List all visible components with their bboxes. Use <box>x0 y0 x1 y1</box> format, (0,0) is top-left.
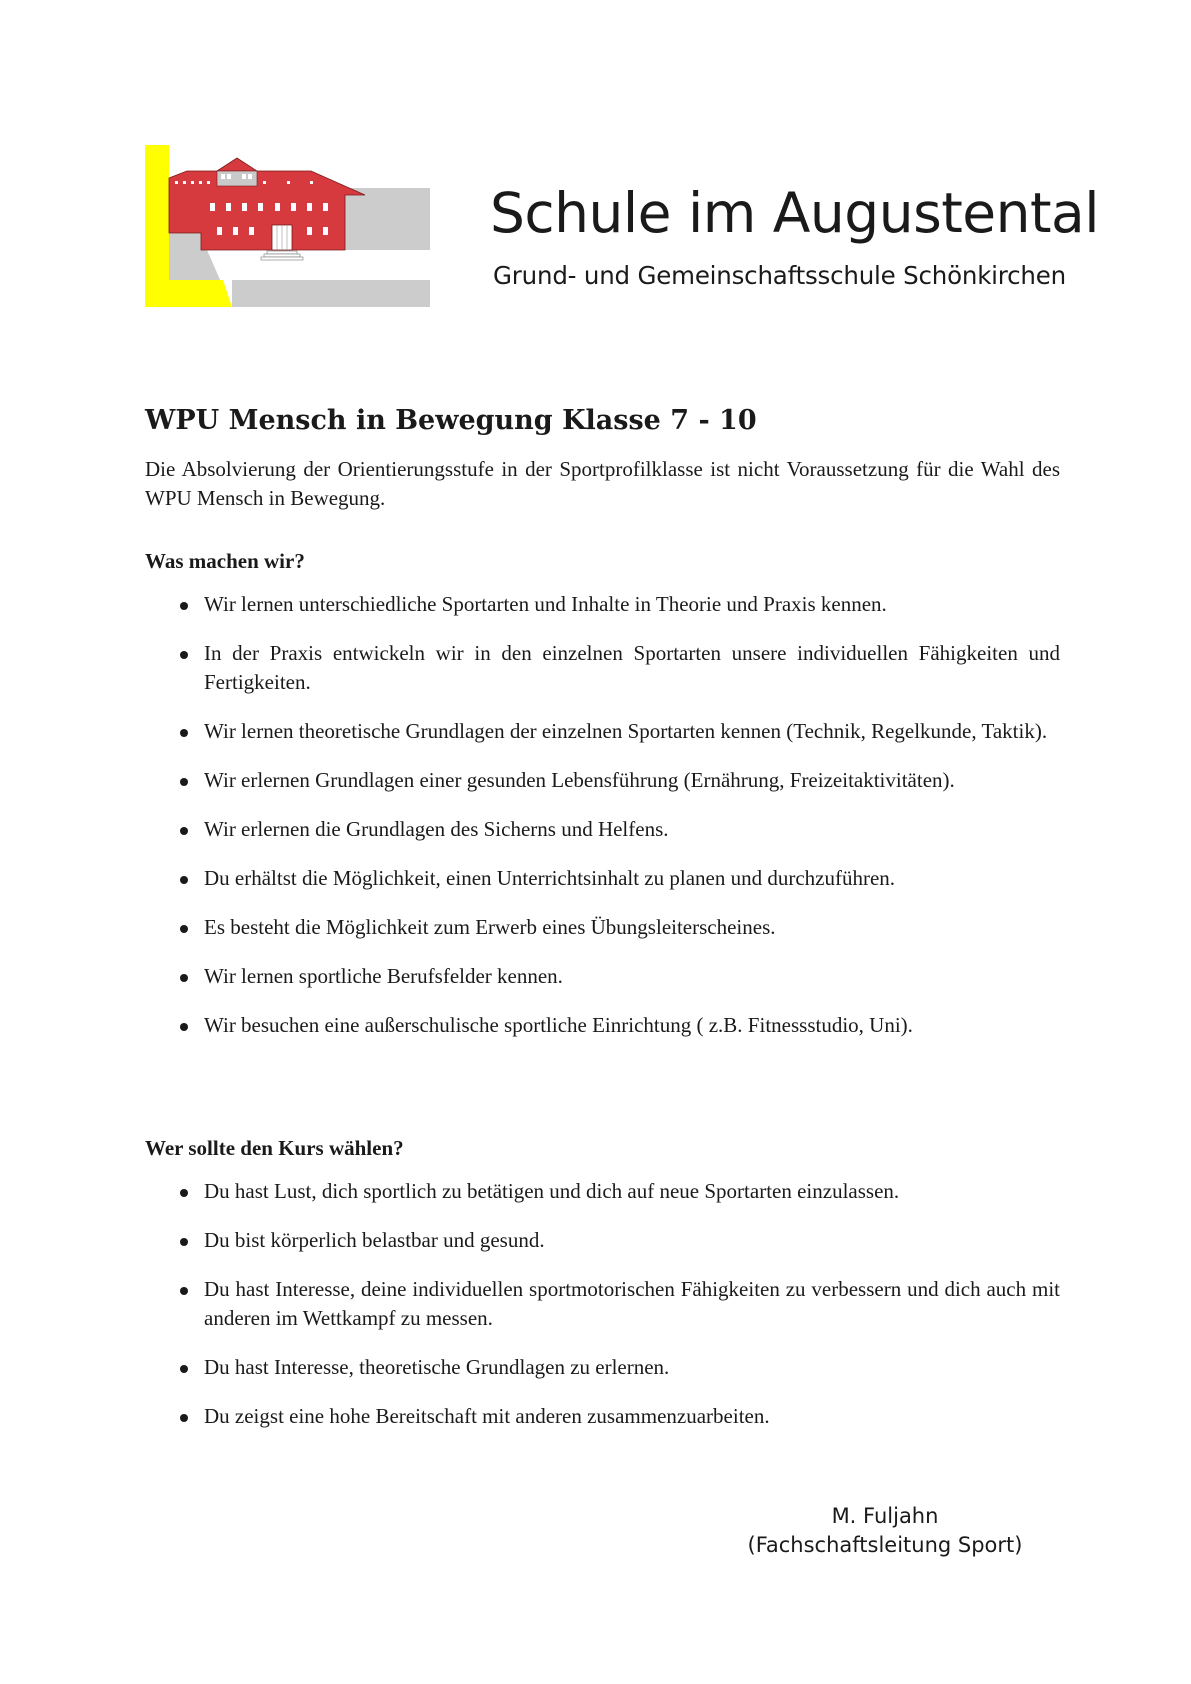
list-item-text: Du hast Interesse, theoretische Grundlagen zu erlernen. <box>204 1355 670 1379</box>
signature-name: M. Fuljahn <box>831 1504 939 1528</box>
bullet-icon <box>180 1238 188 1246</box>
bullet-icon <box>180 974 188 982</box>
document-title: WPU Mensch in Bewegung Klasse 7 - 10 <box>145 405 757 436</box>
bullet-icon <box>180 1189 188 1197</box>
target-audience-list <box>145 1177 1060 1451</box>
list-item-text: Du zeigst eine hohe Bereitschaft mit anderen zusammenzuarbeiten. <box>204 1404 770 1428</box>
list-item-text: Wir lernen sportliche Berufsfelder kennen. <box>204 964 563 988</box>
bullet-icon <box>180 651 188 659</box>
bullet-icon <box>180 925 188 933</box>
list-item <box>145 864 1060 893</box>
list-item-text: In der Praxis entwickeln wir in den einzelnen Sportarten unsere individuellen Fähigkeiten und Fertigkeiten. <box>204 641 1060 694</box>
bullet-icon <box>180 1414 188 1422</box>
bullet-icon <box>180 729 188 737</box>
list-item <box>145 717 1060 746</box>
list-item <box>145 1275 1060 1333</box>
list-item <box>145 766 1060 795</box>
bullet-icon <box>180 778 188 786</box>
list-item <box>145 1226 1060 1255</box>
signature-block <box>740 1502 1030 1560</box>
list-item <box>145 913 1060 942</box>
list-item <box>145 815 1060 844</box>
list-item-text: Wir lernen theoretische Grundlagen der einzelnen Sportarten kennen (Technik, Regelkunde, Taktik). <box>204 719 1048 743</box>
list-item-text: Wir erlernen die Grundlagen des Sicherns und Helfens. <box>204 817 669 841</box>
signature-role: (Fachschaftsleitung Sport) <box>747 1533 1023 1557</box>
intro-paragraph: Die Absolvierung der Orientierungsstufe in der Sportprofilklasse ist nicht Voraussetzung für die Wahl des WPU Mensch in Bewegung. <box>145 457 1060 510</box>
list-item-text: Wir besuchen eine außerschulische sportliche Einrichtung ( z.B. Fitnessstudio, Uni). <box>204 1013 913 1037</box>
list-item-text: Du erhältst die Möglichkeit, einen Unterrichtsinhalt zu planen und durchzuführen. <box>204 866 896 890</box>
list-item-text: Du bist körperlich belastbar und gesund. <box>204 1228 545 1252</box>
list-item <box>145 1353 1060 1382</box>
bullet-icon <box>180 827 188 835</box>
bullet-icon <box>180 602 188 610</box>
bullet-icon <box>180 1365 188 1373</box>
school-name: Schule im Augustental <box>490 181 1100 245</box>
list-item <box>145 962 1060 991</box>
list-item-text: Du hast Interesse, deine individuellen sportmotorischen Fähigkeiten zu verbessern und dich auch mit anderen im Wettkampf zu messen. <box>204 1277 1060 1330</box>
school-building-logo-icon <box>145 145 430 307</box>
section-heading-was-machen-wir: Was machen wir? <box>145 549 305 573</box>
list-item-text: Es besteht die Möglichkeit zum Erwerb eines Übungsleiterscheines. <box>204 915 776 939</box>
list-item <box>145 639 1060 697</box>
list-item <box>145 590 1060 619</box>
bullet-icon <box>180 876 188 884</box>
bullet-icon <box>180 1023 188 1031</box>
list-item <box>145 1402 1060 1431</box>
section-heading-wer-sollte-waehlen: Wer sollte den Kurs wählen? <box>145 1136 404 1160</box>
list-item-text: Du hast Lust, dich sportlich zu betätigen und dich auf neue Sportarten einzulassen. <box>204 1179 900 1203</box>
school-subtitle: Grund- und Gemeinschaftsschule Schönkirchen <box>493 261 1066 290</box>
list-item-text: Wir lernen unterschiedliche Sportarten und Inhalte in Theorie und Praxis kennen. <box>204 592 887 616</box>
list-item-text: Wir erlernen Grundlagen einer gesunden Lebensführung (Ernährung, Freizeitaktivitäten). <box>204 768 955 792</box>
bullet-icon <box>180 1287 188 1295</box>
list-item <box>145 1011 1060 1040</box>
list-item <box>145 1177 1060 1206</box>
activities-list <box>145 590 1060 1060</box>
